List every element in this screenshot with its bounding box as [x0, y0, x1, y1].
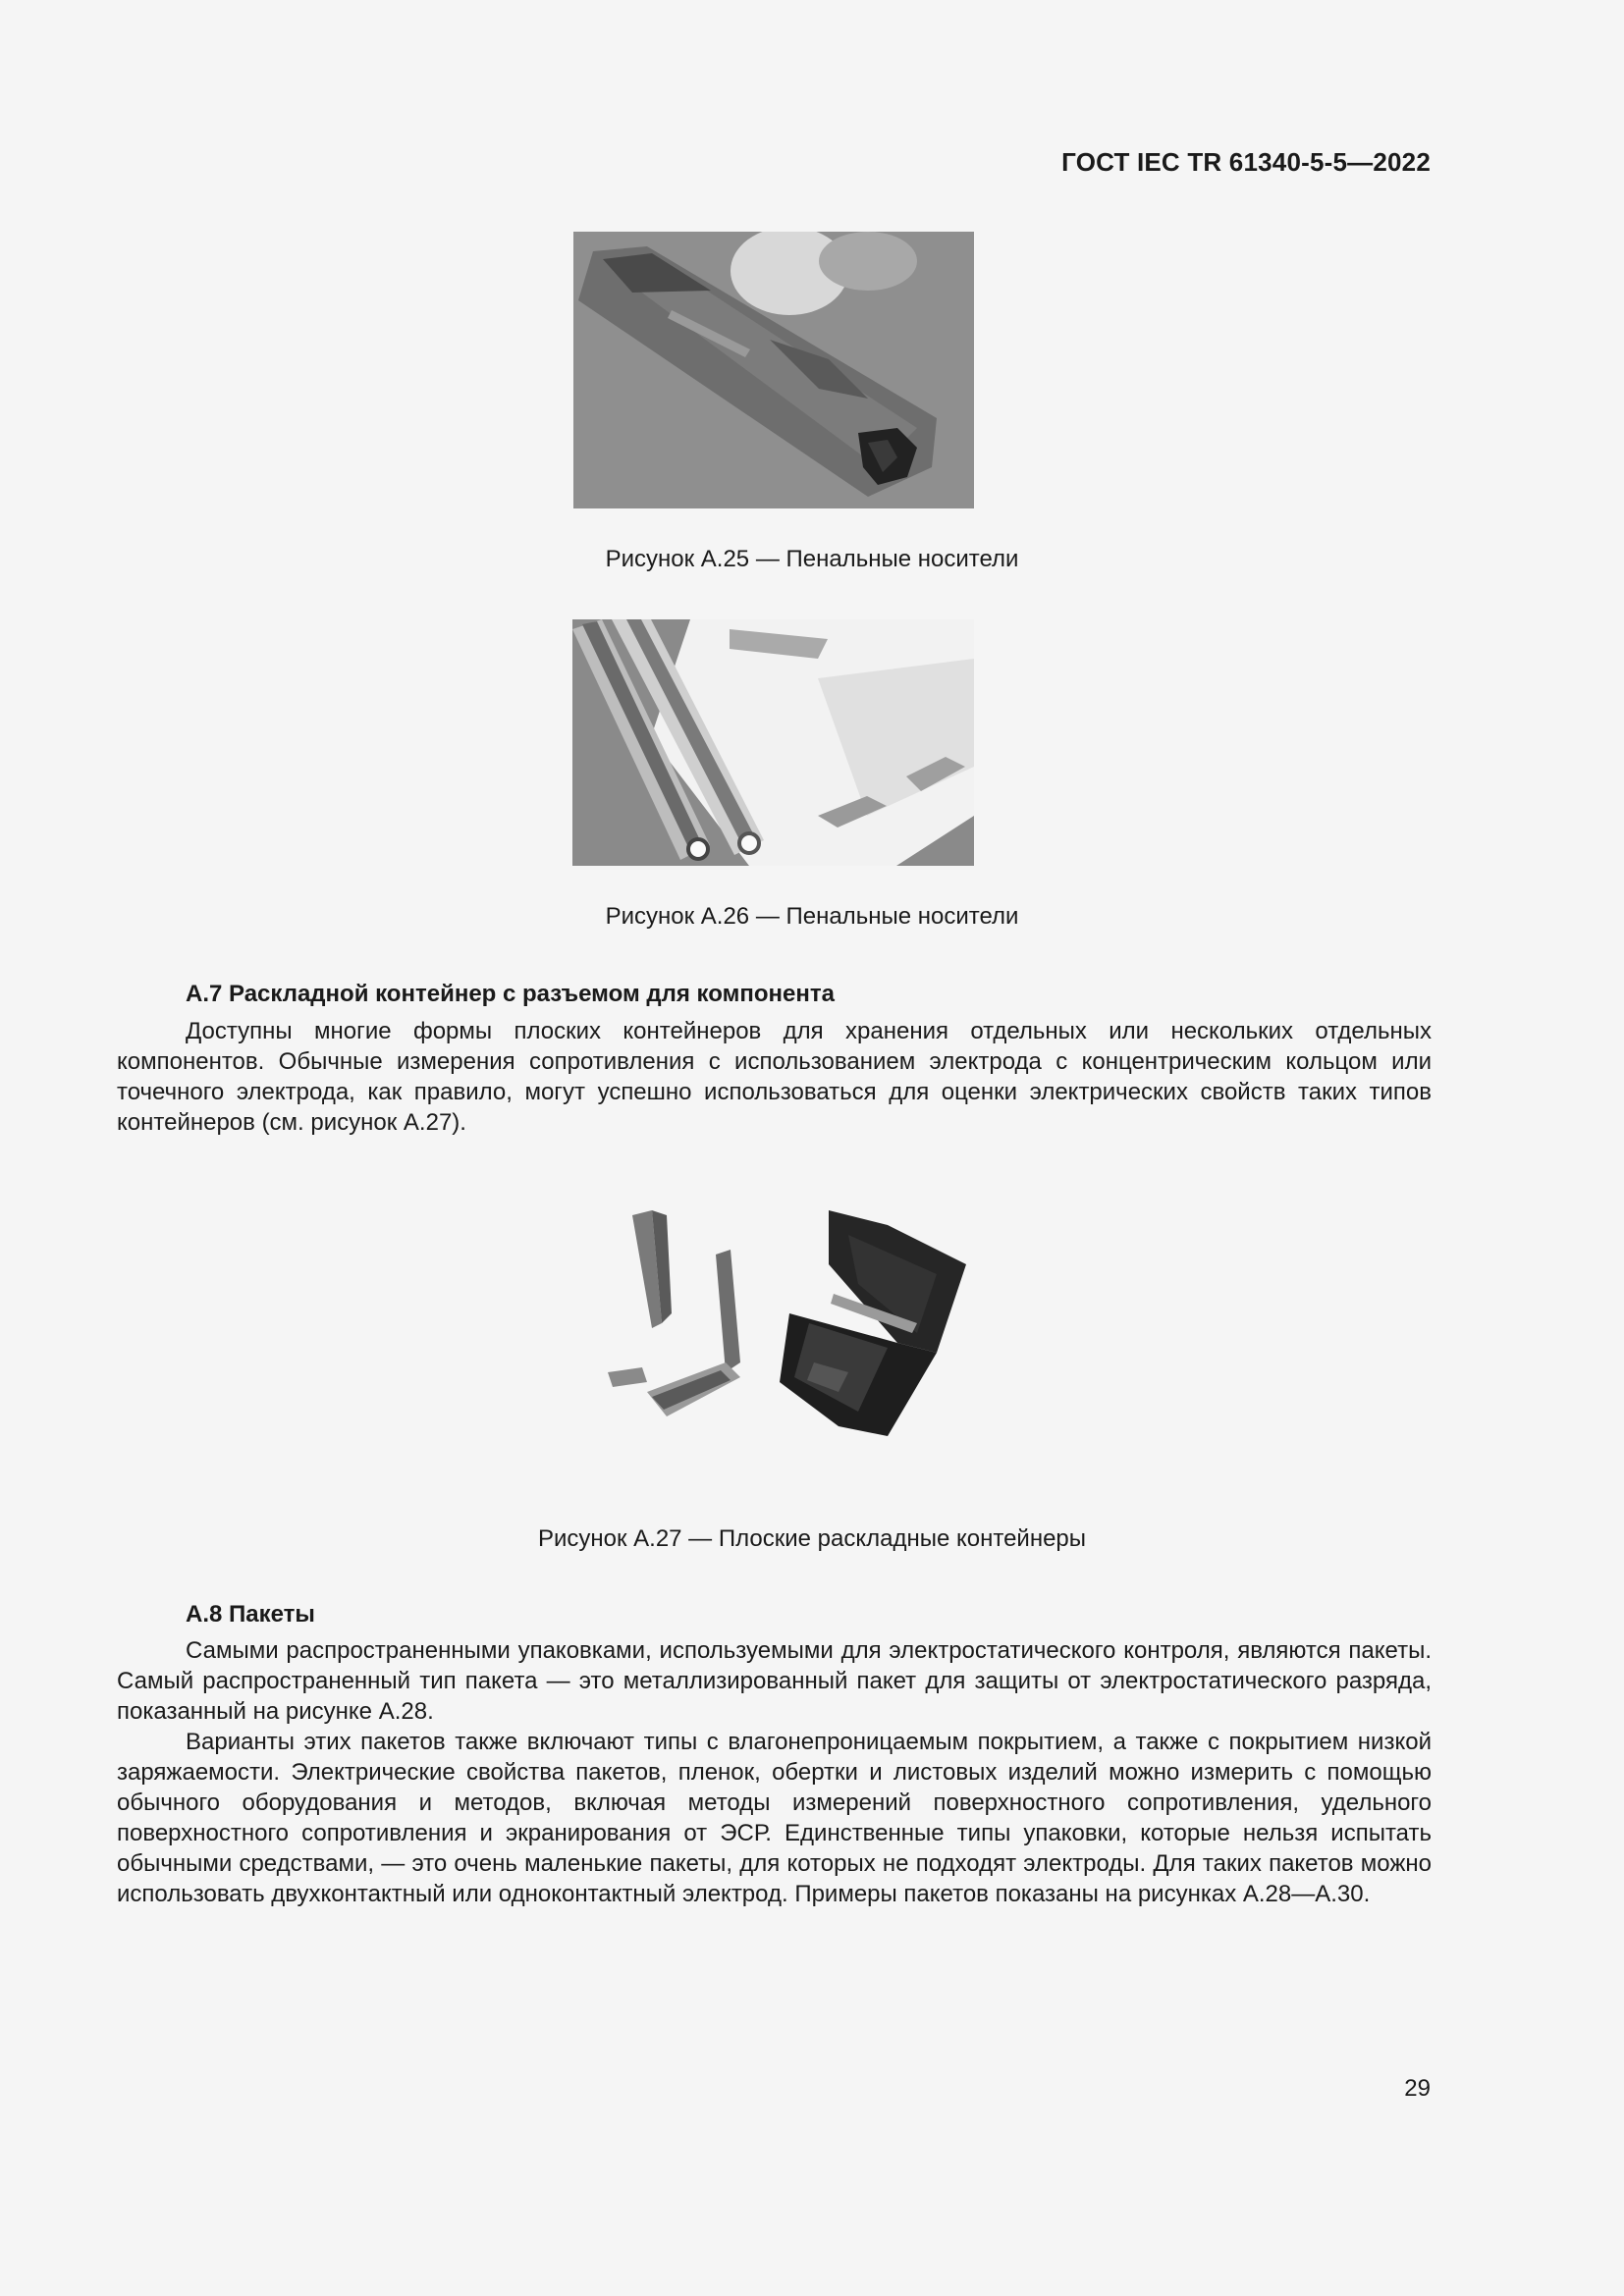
document-id-header: ГОСТ IEC TR 61340-5-5—2022: [1061, 147, 1431, 177]
figure-a27-image: [593, 1205, 966, 1441]
figure-a25-caption: Рисунок А.25 — Пенальные носители: [605, 546, 1019, 572]
section-a7-heading: А.7 Раскладной контейнер с разъемом для компонента: [186, 981, 835, 1007]
page-number: 29: [1404, 2075, 1431, 2102]
section-a8-paragraph-1: Самыми распространенными упаковками, используемыми для электростатического контроля, являются пакеты. Самый распространенный тип пакета — это металлизированный пакет для защиты от электростатического разряда, показанный на рисунке А.28.: [117, 1637, 1432, 1725]
section-a8-paragraph-2: Варианты этих пакетов также включают типы с влагонепроницаемым покрытием, а также с покрытием низкой заряжаемости. Электрические свойства пакетов, пленок, обертки и листовых изделий можно измерить с помощью обычного оборудования и методов, включая методы измерений поверхностного сопротивления, удельного поверхностного сопротивления и экранирования от ЭСР. Единственные типы упаковки, которые нельзя испытать обычными средствами, — это очень маленькие пакеты, для которых не подходят электроды. Для таких пакетов можно использовать двухконтактный или одноконтактный электрод. Примеры пакетов показаны на рисунках А.28—А.30.: [117, 1729, 1432, 1907]
figure-a25-image: [573, 232, 974, 508]
figure-a27-caption: Рисунок А.27 — Плоские раскладные контейнеры: [537, 1525, 1087, 1552]
section-a7-paragraph: Доступны многие формы плоских контейнеров для хранения отдельных или нескольких отдельных компонентов. Обычные измерения сопротивления с использованием электрода с концентрическим кольцом или точечного электрода, как правило, могут успешно использоваться для оценки электрических свойств таких типов контейнеров (см. рисунок А.27).: [117, 1018, 1432, 1136]
figure-a26-caption: Рисунок А.26 — Пенальные носители: [605, 903, 1019, 930]
figure-a26-image: [572, 619, 974, 866]
section-a8-heading: А.8 Пакеты: [186, 1601, 315, 1628]
